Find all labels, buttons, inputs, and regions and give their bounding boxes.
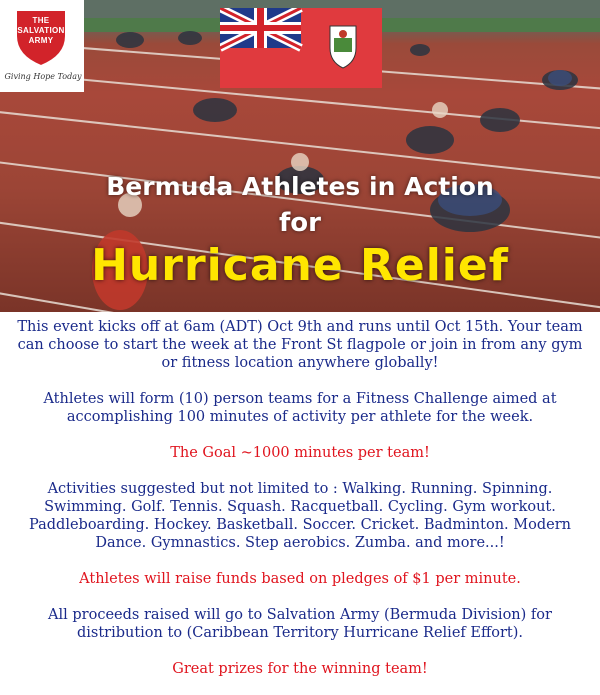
teams-paragraph: Athletes will form (10) person teams for a Fitness Challenge aimed at accomplishing 100 minutes of activity per athlete for the week. bbox=[43, 391, 557, 425]
pledges-paragraph: Athletes will raise funds based on pledges of $1 per minute. bbox=[79, 571, 521, 587]
hero-banner bbox=[0, 0, 600, 312]
bermuda-flag-icon bbox=[220, 8, 382, 88]
activities-paragraph: Activities suggested but not limited to : Walking. Running. Spinning. Swimming. Golf. Tennis. Squash. Racquetball. Cycling. Gym workout. Paddleboarding. Hockey. Basketball. Soccer. Cricket. Badminton. Modern Dance. Gymnastics. Step aerobics. Zumba. and more...! bbox=[29, 481, 571, 551]
proceeds-paragraph: All proceeds raised will go to Salvation Army (Bermuda Division) for distribution to (Caribbean Territory Hurricane Relief Effort). bbox=[48, 607, 552, 641]
salvation-army-logo bbox=[0, 0, 84, 92]
event-description bbox=[0, 312, 600, 678]
title-line-1: Bermuda Athletes in Action bbox=[106, 172, 494, 201]
title-line-2: for bbox=[279, 208, 321, 238]
goal-paragraph: The Goal ~1000 minutes per team! bbox=[170, 445, 430, 461]
logo-tagline: Giving Hope Today bbox=[4, 72, 82, 81]
intro-paragraph: This event kicks off at 6am (ADT) Oct 9th and runs until Oct 15th. Your team can choose to start the week at the Front St flagpole or join in from any gym or fitness location anywhere globally! bbox=[17, 319, 583, 371]
title-line-3: Hurricane Relief bbox=[91, 240, 509, 291]
prizes-paragraph: Great prizes for the winning team! bbox=[172, 661, 428, 677]
logo-wordmark: THE SALVATION ARMY bbox=[17, 16, 65, 45]
